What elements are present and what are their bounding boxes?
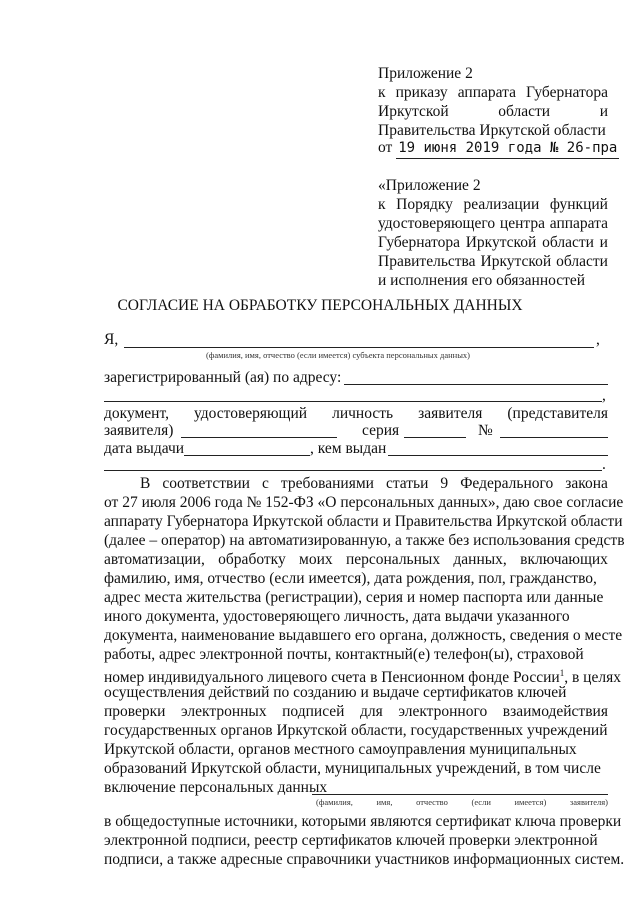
full-name-hint: (фамилия, имя, отчество (если имеется) субъекта персональных данных) (206, 350, 470, 360)
word: удостоверяющий (193, 405, 308, 422)
appendix-1-title: Приложение 2 (378, 65, 473, 82)
appendix-1-line-2 (378, 83, 608, 102)
body-line-5 (104, 550, 608, 569)
i-label: Я, (104, 331, 119, 348)
series-label: серия (362, 422, 400, 439)
body-line-16: образований Иркутской области, муниципальных учреждений, в том числе (104, 760, 601, 777)
text: , в целях (564, 669, 621, 687)
personal-data-hint (316, 797, 608, 807)
word: удостоверяющего (378, 215, 496, 232)
appendix-2-title: «Приложение 2 (378, 177, 481, 194)
appendix-2-line-2 (378, 195, 608, 214)
address-label: зарегистрированный (ая) по адресу: (104, 369, 342, 386)
word: Иркутской (378, 103, 449, 120)
word: закона (565, 475, 608, 492)
personal-data-field[interactable] (312, 794, 608, 795)
word: (фамилия, (316, 797, 353, 807)
word: взаимодействия (502, 703, 608, 720)
full-name-field[interactable] (124, 347, 594, 348)
issued-by-label: , кем выдан (310, 440, 387, 457)
word: обработку (218, 551, 286, 568)
word: требованиями (280, 475, 374, 492)
number-field[interactable] (500, 437, 608, 438)
word: Иркутской (480, 253, 552, 270)
issue-date-field[interactable] (184, 455, 310, 456)
issue-date-label: дата выдачи (104, 440, 185, 457)
word: В (140, 475, 151, 492)
word: к (378, 84, 386, 101)
word: приказу (395, 84, 448, 101)
footnote-marker: 1 (559, 668, 565, 678)
word: включающих (520, 551, 608, 568)
appendix-1-line-5 (378, 138, 619, 159)
issued-by-field-line-2[interactable] (104, 470, 602, 471)
word: данных, (453, 551, 507, 568)
word: статьи (385, 475, 429, 492)
applicant-label: заявителя) (104, 422, 174, 439)
number-label: № (478, 422, 493, 439)
word: функций (549, 196, 608, 213)
body-line-14: государственных органов Иркутской области, государственных учреждений (104, 722, 608, 739)
word: области (498, 103, 551, 120)
word: Правительства (378, 253, 476, 270)
appendix-2-line-6: и исполнения его обязанностей (378, 272, 586, 289)
issued-by-period: . (602, 456, 606, 473)
word: для (360, 703, 383, 720)
appendix-2-line-4 (378, 233, 608, 252)
word: аппарата (549, 215, 608, 232)
word: подписей (282, 703, 345, 720)
word: личность (332, 405, 394, 422)
word: автоматизации, (104, 551, 205, 568)
word: моих (299, 551, 333, 568)
body-line-12: осуществления действий по созданию и выдаче сертификатов ключей (104, 684, 567, 701)
word: к (378, 196, 386, 213)
word: соответствии (162, 475, 250, 492)
body-line-3: аппарату Губернатора Иркутской области и Правительства Иркутской области (104, 513, 623, 530)
series-field[interactable] (404, 437, 466, 438)
document-type-field[interactable] (181, 437, 337, 438)
word: электронного (398, 703, 488, 720)
address-comma: , (602, 387, 606, 404)
body-line-18: в общедоступные источники, которыми являются сертификат ключа проверки (104, 813, 622, 830)
i-comma: , (596, 331, 600, 348)
word: с (261, 475, 269, 492)
appendix-1-line-4: Правительства Иркутской области (378, 122, 606, 139)
word: проверки (104, 703, 166, 720)
document-title: СОГЛАСИЕ НА ОБРАБОТКУ ПЕРСОНАЛЬНЫХ ДАННЫХ (117, 297, 523, 314)
word: Губернатора (378, 234, 460, 251)
address-field-line-2[interactable] (104, 401, 602, 402)
body-line-7: адрес места жительства (регистрации), серия и номер паспорта или данные (104, 589, 604, 606)
body-line-1 (140, 474, 608, 493)
word: и (599, 234, 608, 251)
body-line-2: от 27 июля 2006 года № 152-ФЗ «О персональных данных», даю свое согласие (104, 494, 624, 511)
body-line-9: документа, наименование выдавшего его органа, должность, сведения о месте (104, 627, 623, 644)
word: документ, (104, 405, 169, 422)
word: центра (499, 215, 545, 232)
word: аппарата (457, 84, 516, 101)
body-line-13 (104, 702, 608, 721)
word: области (542, 234, 594, 251)
body-line-17: включение персональных данных (104, 779, 328, 796)
word: заявителя) (569, 797, 608, 807)
appendix-2-line-5 (378, 252, 608, 271)
word: реализации (463, 196, 540, 213)
word: имя, (376, 797, 393, 807)
appendix-1-line-3 (378, 102, 608, 121)
appendix-2-line-3 (378, 214, 608, 233)
word: 9 (440, 475, 449, 492)
body-line-19: электронной подписи, реестр сертификатов ключей проверки электронной (104, 832, 598, 849)
body-line-6: фамилию, имя, отчество (если имеется), дата рождения, пол, гражданство, (104, 570, 597, 587)
document-line (104, 404, 608, 423)
body-line-15: Иркутской области, органов местного самоуправления муниципальных (104, 741, 577, 758)
word: Федерального (460, 475, 554, 492)
word: и (599, 103, 608, 120)
word: отчество (416, 797, 448, 807)
order-prefix: от (378, 139, 393, 156)
body-line-8: иного документа, удостоверяющего личность, дата выдачи указанного (104, 608, 570, 625)
text: номер индивидуального лицевого счета в Пенсионном фонде России (104, 669, 560, 687)
body-line-4: (далее – оператор) на автоматизированную, а также без использования средств (104, 532, 625, 549)
word: электронных (181, 703, 267, 720)
body-line-10: работы, адрес электронной почты, контактный(е) телефон(ы), страховой (104, 646, 584, 663)
word: персональных (345, 551, 441, 568)
word: Иркутской (465, 234, 537, 251)
body-line-20: подписи, а также адресные справочники участников информационных систем. (104, 851, 625, 868)
word: области (556, 253, 608, 270)
word: заявителя (418, 405, 483, 422)
address-field[interactable] (344, 384, 608, 385)
word: Порядку (396, 196, 453, 213)
word: (если (471, 797, 491, 807)
word: Губернатора (526, 84, 608, 101)
word: (представителя (507, 405, 608, 422)
order-date-number: 19 июня 2019 года № 26-пра (396, 139, 619, 159)
issued-by-field[interactable] (388, 455, 608, 456)
word: имеется) (514, 797, 547, 807)
